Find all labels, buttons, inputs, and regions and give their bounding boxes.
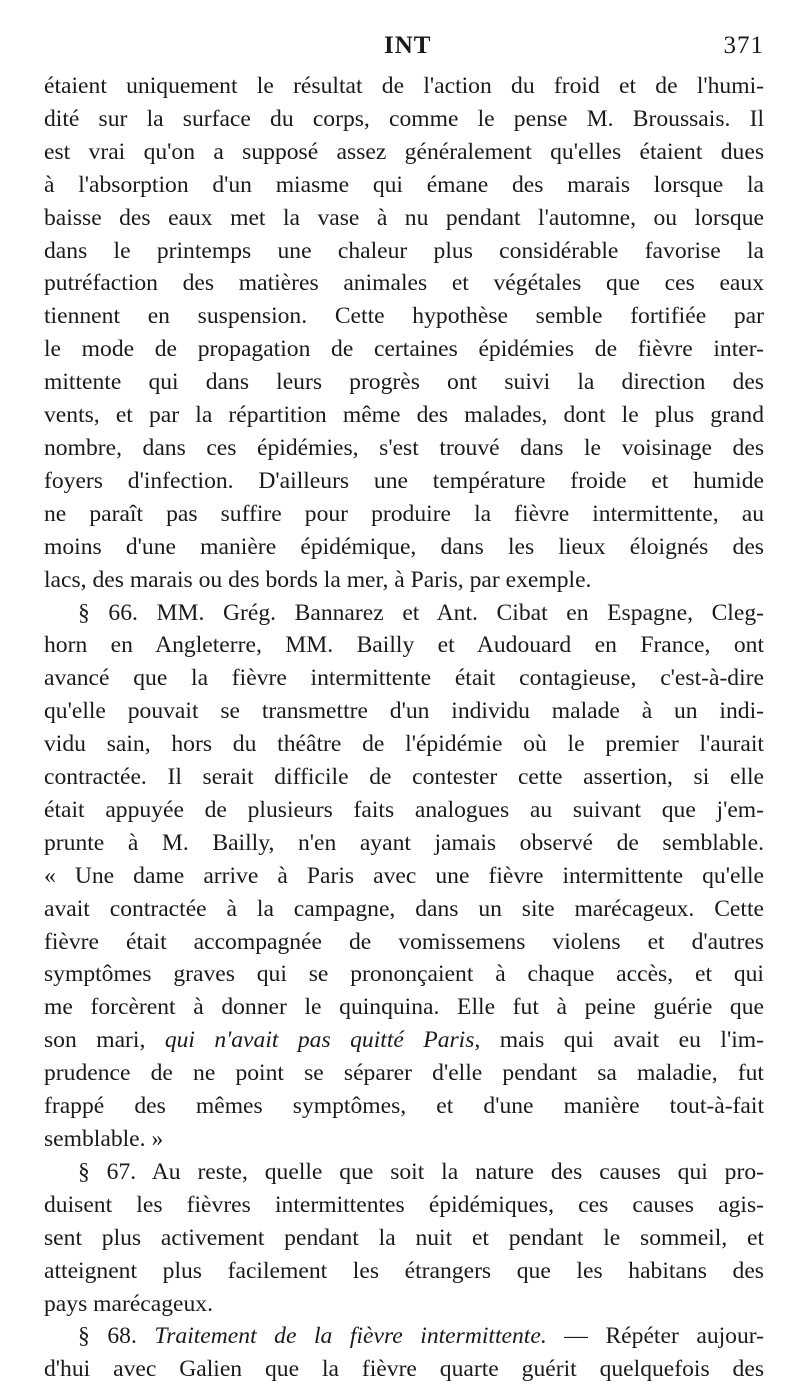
paragraph-continuation [44, 70, 764, 597]
text-line: atteignent plus facilement les étrangers que les habitans des [44, 1257, 764, 1284]
text-line: était appuyée de plusieurs faits analogues au suivant que j'em- [44, 796, 764, 823]
text-line: moins d'une manière épidémique, dans les lieux éloignés des [44, 533, 764, 560]
text-segment: , mais qui avait eu l'im- [474, 1027, 764, 1054]
text-line: vidu sain, hors du théâtre de l'épidémie où le premier l'aurait [44, 731, 764, 758]
body-text [44, 70, 764, 1386]
text-line: étaient uniquement le résultat de l'action du froid et de l'humi- [44, 73, 764, 99]
text-line: prunte à M. Bailly, n'en ayant jamais observé de semblable. [44, 829, 764, 856]
text-line: pays marécageux. [44, 1290, 214, 1317]
text-line: foyers d'infection. D'ailleurs une température froide et humide [44, 467, 764, 494]
text-line: prudence de ne point se séparer d'elle pendant sa maladie, fut [44, 1060, 764, 1087]
section-heading-line [44, 1320, 764, 1353]
text-line: qu'elle pouvait se transmettre d'un individu malade à un indi- [44, 698, 764, 725]
text-line: § 67. Au reste, quelle que soit la nature des causes qui pro- [78, 1158, 764, 1185]
text-line: « Une dame arrive à Paris avec une fièvre intermittente qu'elle [44, 862, 764, 889]
text-segment: son mari, [44, 1027, 165, 1054]
text-line: lacs, des marais ou des bords la mer, à Paris, par exemple. [44, 566, 592, 593]
text-line: contractée. Il serait difficile de contester cette assertion, si elle [44, 764, 764, 791]
text-line: sent plus activement pendant la nuit et pendant le sommeil, et [44, 1224, 764, 1251]
text-line: me forcèrent à donner le quinquina. Elle fut à peine guérie que [44, 994, 764, 1021]
text-line: vents, et par la répartition même des malades, dont le plus grand [44, 402, 764, 429]
text-line: baisse des eaux met la vase à nu pendant l'automne, ou lorsque [44, 204, 764, 231]
text-line: dité sur la surface du corps, comme le pense M. Broussais. Il [44, 105, 764, 132]
italic-quote: qui n'avait pas quitté Paris [164, 1027, 475, 1054]
text-line: § 66. MM. Grég. Bannarez et Ant. Cibat en Espagne, Cleg- [78, 599, 764, 626]
text-line: frappé des mêmes symptômes, et d'une manière tout-à-fait [44, 1093, 764, 1120]
text-segment: — Répéter aujour- [546, 1323, 765, 1350]
text-line-with-italic [44, 1024, 764, 1057]
text-line: à l'absorption d'un miasme qui émane des marais lorsque la [44, 171, 764, 198]
text-line: symptômes graves qui se prononçaient à chaque accès, et qui [44, 961, 764, 988]
text-line: nombre, dans ces épidémies, s'est trouvé dans le voisinage des [44, 434, 764, 461]
text-line: d'hui avec Galien que la fièvre quarte guérit quelquefois des [44, 1356, 764, 1383]
text-line: avancé que la fièvre intermittente était contagieuse, c'est-à-dire [44, 665, 764, 692]
paragraph-section-66 [44, 597, 764, 1156]
text-line: semblable. » [44, 1126, 164, 1152]
text-line: est vrai qu'on a supposé assez généralement qu'elles étaient dues [44, 138, 764, 165]
section-number: § 68. [78, 1323, 155, 1350]
book-page [44, 30, 765, 1383]
running-head-title: INT [384, 32, 432, 59]
text-line: mittente qui dans leurs progrès ont suivi la direction des [44, 369, 764, 396]
text-line: dans le printemps une chaleur plus considérable favorise la [44, 237, 764, 264]
text-line: tiennent en suspension. Cette hypothèse semble fortifiée par [44, 303, 764, 330]
text-line: duisent les fièvres intermittentes épidémiques, ces causes agis- [44, 1191, 764, 1218]
text-line: le mode de propagation de certaines épidémies de fièvre inter- [44, 336, 764, 363]
text-line: horn en Angleterre, MM. Bailly et Audouard en France, ont [44, 632, 764, 659]
text-line: fièvre était accompagnée de vomissemens violens et d'autres [44, 928, 764, 955]
paragraph-section-68 [44, 1320, 764, 1386]
section-title: Traitement de la fièvre intermittente. [154, 1323, 547, 1350]
paragraph-section-67 [44, 1156, 764, 1321]
running-head [44, 30, 764, 70]
page-number: 371 [723, 32, 764, 59]
text-line: avait contractée à la campagne, dans un site marécageux. Cette [44, 895, 764, 922]
text-line: putréfaction des matières animales et végétales que ces eaux [44, 270, 764, 297]
text-line: ne paraît pas suffire pour produire la fièvre intermittente, au [44, 500, 764, 527]
